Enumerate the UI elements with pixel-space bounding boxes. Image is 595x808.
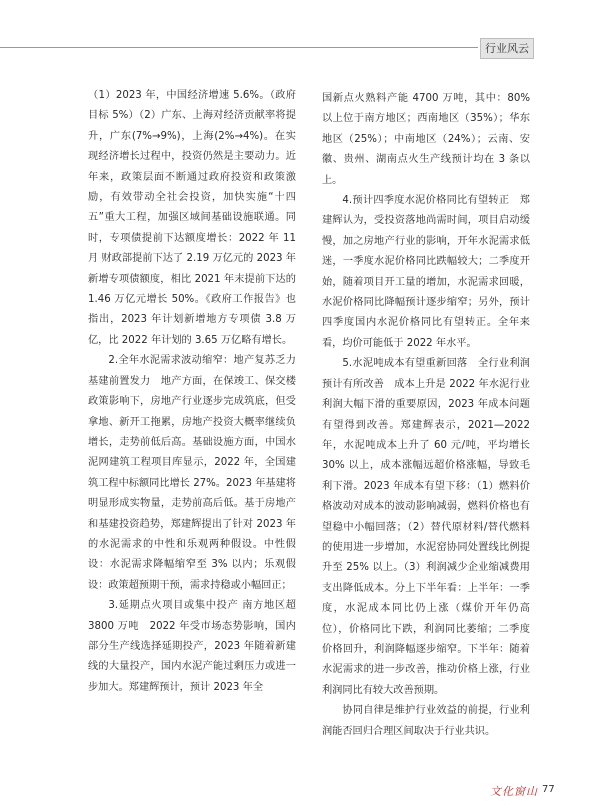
paragraph: （1）2023 年，中国经济增速 5.6%。（政府目标 5%）（2）广东、上海对经济贡献率将提升，广东(7%→9%)，上海(2%→4%)。在实现经济增长过程中，投资仍然是主要动力。近年来，政策层面不断通过政府投资和政策激励，有效带动全社会投资，加快实施“十四五”重大工程，加强区域间基础设施联通。同时，专项债提前下达额度增长：2022 年 11 月 财政部提前下达了 2.19 万亿元的 2023 年新增专项债额度，相比 2021 年末提前下达的 1.46 万亿元增长 50%。《政府工作报告》也指出，2023 年计划新增地方专项债 3.8 万亿，比 2022 年计划的 3.65 万亿略有增长。 [88, 90, 296, 346]
paragraph: 2.全年水泥需求波动缩窄：地产复苏乏力 基建前置发力 地产方面，在保竣工、保交楼政策影响下，房地产行业逐步完成筑底，但受拿地、新开工拖累，房地产投资大概率继续负增长，走势前低后高。基础设施方面，中国水泥网建筑工程项目库显示，2022 年，全国建筑工程中标额同比增长 27%。2023 年基建将明显形成实物量，走势前高后低。基于房地产和基建投资趋势，郑建辉提出了针对 2023 年的水泥需求的中性和乐观两种假设。中性假设：水泥需求降幅缩窄至 3% 以内；乐观假设：政策超预期干预，需求持稳或小幅回正； [88, 355, 296, 591]
right-column [322, 89, 530, 742]
paragraph: 国新点火熟料产能 4700 万吨，其中：80% 以上位于南方地区；西南地区（35%）；华东地区（25%）；中南地区（24%）；云南、安徽、贵州、湖南点火生产线预计均在 3 条以上。 [322, 93, 530, 186]
left-column [88, 86, 296, 698]
header-rule [0, 47, 478, 48]
page-number: 77 [542, 784, 555, 795]
paragraph: 3.延期点火项目或集中投产 南方地区超 3800 万吨 2022 年受市场态势影响，国内部分生产线选择延期投产，2023 年随着新建线的大量投产，国内水泥产能过剩压力或进一步加大。郑建辉预计，预计 2023 年全 [88, 600, 296, 693]
footer-logo: 文化窗山 [490, 785, 538, 798]
paragraph: 5.水泥吨成本有望重新回落 全行业利润预计有所改善 成本上升是 2022 年水泥行业利润大幅下滑的重要原因，2023 年成本问题有望得到改善。郑建辉表示，2021—2022 年，水泥吨成本上升了 60 元/吨，平均增长 30% 以上，成本涨幅远超价格涨幅，导致毛利下滑。2023 年成本有望下移：（1）燃料价格波动对成本的波动影响减弱，燃料价格也有望稳中小幅回落；（2）替代原材料/替代燃料的使用进一步增加，水泥窑协同处置线比例提升至 25% 以上。（3）利润减少企业缩减费用支出降低成本。分上下半年看：上半年：一季度，水泥成本同比仍上涨（煤价开年仍高位），价格同比下跌，利润同比萎缩；二季度价格回升，利润降幅逐步缩窄。下半年：随着水泥需求的进一步改善，推动价格上涨，行业利润同比有较大改善预期。 [322, 358, 530, 696]
section-tag: 行业风云 [480, 38, 534, 59]
paragraph: 协同自律是维护行业效益的前提，行业利润能否回归合理区间取决于行业共识。 [322, 705, 530, 737]
paragraph: 4.预计四季度水泥价格同比有望转正 郑建辉认为，受投资落地尚需时间，项目启动缓慢，加之房地产行业的影响，开年水泥需求低迷，一季度水泥价格同比跌幅较大；二季度开始，随着项目开工量的增加，水泥需求回暖，水泥价格同比降幅预计逐步缩窄；另外，预计四季度国内水泥价格同比有望转正。全年来看，均价可能低于 2022 年水平。 [322, 195, 530, 349]
